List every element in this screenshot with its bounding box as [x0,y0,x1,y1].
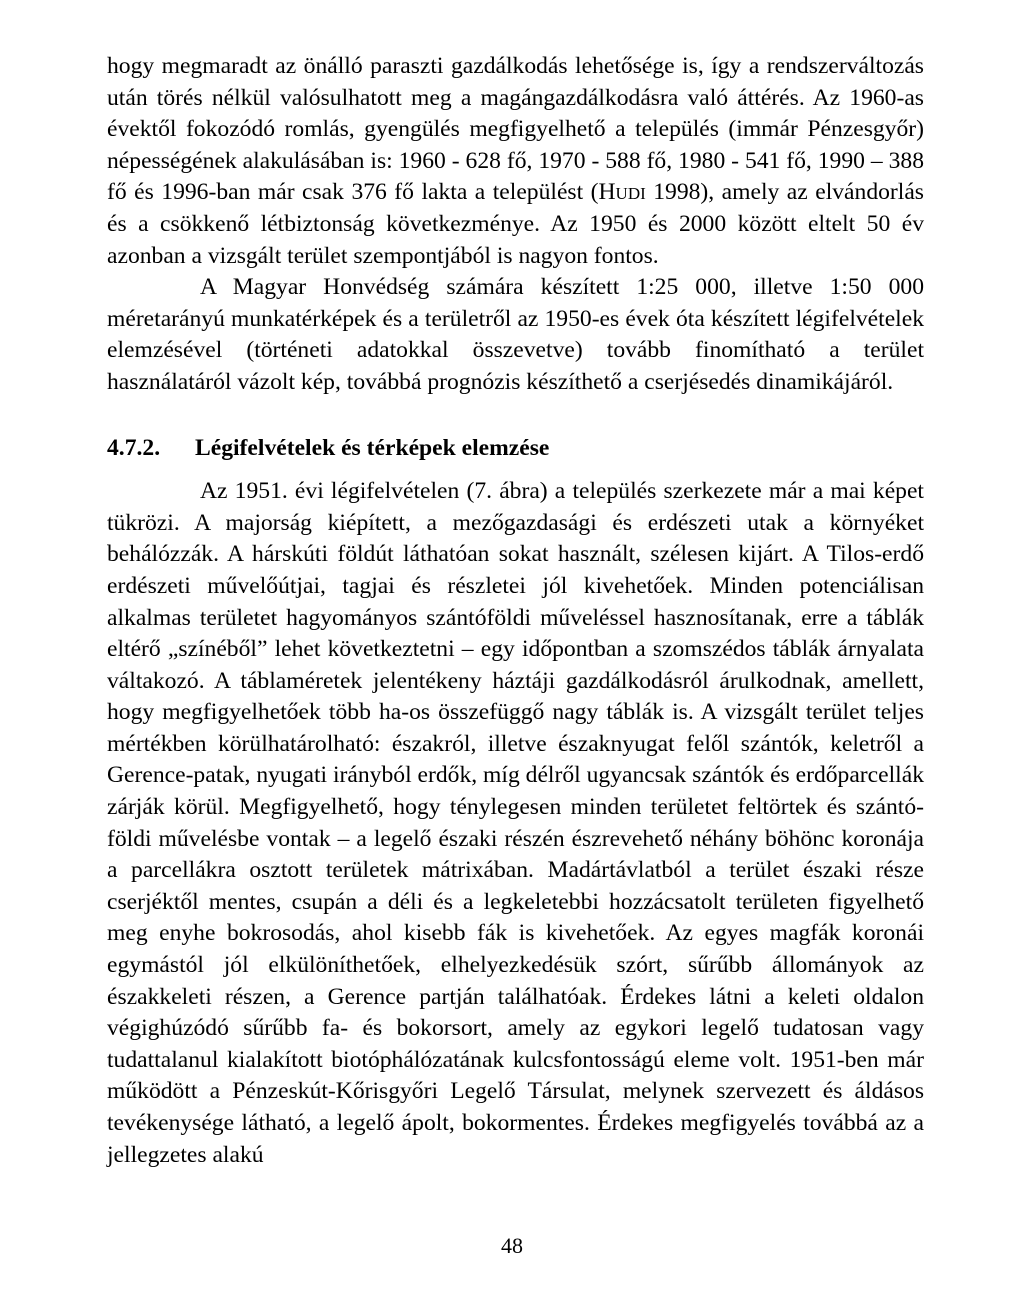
paragraph-population-text-2: 1998), amely az elvándorlás és a csökkenő létbiztonság következménye. Az 1950 és 2000 között eltelt 50 év azonban a vizsgált terület szempontjából is nagyon fontos. [107,179,924,269]
page-number: 48 [501,1233,523,1258]
page-body [107,51,924,1171]
paragraph-maps: A Magyar Honvédség számára készített 1:25 000, illetve 1:50 000 méretarányú munkatérképek és a területről az 1950-es évek óta készített légifelvételek elemzésével (történeti adatokkal összevetve) tovább finomítható a terület használatáról vázolt kép, továbbá prognózis készíthető a cserjésedés dinamikájáról. [107,274,924,395]
section-title: Légifelvételek és térképek elemzése [195,434,550,461]
paragraph-aerial-photo: Az 1951. évi légifelvételen (7. ábra) a település szerkezete már a mai képet tükrözi. A majorság kiépített, a mezőgazdasági és erdészeti utak a környéket behálózzák. A hárskúti földút láthatóan sokat használt, szélesen kijárt. A Tilos-erdő erdészeti művelőútjai, tagjai és részletei jól kivehetőek. Minden potenciálisan alkalmas területet hagyományos szántóföldi műveléssel hasznosítanak, erre a táblák eltérő „színéből” lehet következtetni – egy időpontban a szomszédos táblák árnyalata váltakozó. A táblaméretek jelentékeny háztáji gazdálkodásról árulkodnak, amellett, hogy megfigyelhetőek több ha-os összefüggő nagy táblák is. A vizsgált terület teljes mértékben körülhatárolható: északról, illetve északnyugat felől szántók, keletről a Gerence-patak, nyugati irányból erdők, míg délről ugyancsak szántók és erdőparcellák zárják körül. Megfigyelhető, hogy ténylegesen minden területet feltörtek és szántóföldi művelésbe vontak – a legelő északi részén észrevehető néhány böhönc koronája a parcellákra osztott területek mátrixában. Madártávlatból a terület északi része cserjéktől mentes, csupán a déli és a legkeletebbi hozzácsatolt területen figyelhető meg enyhe bokrosodás, ahol kisebb fák is kivehetőek. Az egyes magfák koronái egymástól jól elkülöníthetőek, elhelyezkedésük szórt, sűrűbb állományok az északkeleti részen, a Gerence partján találhatóak. Érdekes látni a keleti oldalon végighúzódó sűrűbb fa- és bokorsort, amely az egykori legelő tudatosan vagy tudattalanul kialakított biotóphálózatának kulcsfontosságú eleme volt. 1951-ben már működött a Pénzeskút-Kőrisgyőri Legelő Társulat, melynek szervezett és áldásos tevékenysége látható, a legelő ápolt, bokormentes. Érdekes megfigyelés továbbá az a jellegzetes alakú [107,478,924,1168]
paragraph-population-text-1: hogy megmaradt az önálló paraszti gazdálkodás lehetősége is, így a rendszerváltozás után törés nélkül valósulhatott meg a magángazdálkodásra való áttérés. Az 1960-as évektől fokozódó romlás, gyengülés megfigyelhető a település (immár Pénzesgyőr) népességének alakulásában is: 1960 - 628 fő, 1970 - 588 fő, 1980 - 541 fő, 1990 – 388 fő és 1996-ban már csak 376 fő lakta a települést ( [107,53,924,206]
section-number: 4.7.2. [107,434,161,461]
section-heading [107,433,924,465]
author-name: Hudi [598,179,646,206]
paragraph-population [107,51,924,272]
